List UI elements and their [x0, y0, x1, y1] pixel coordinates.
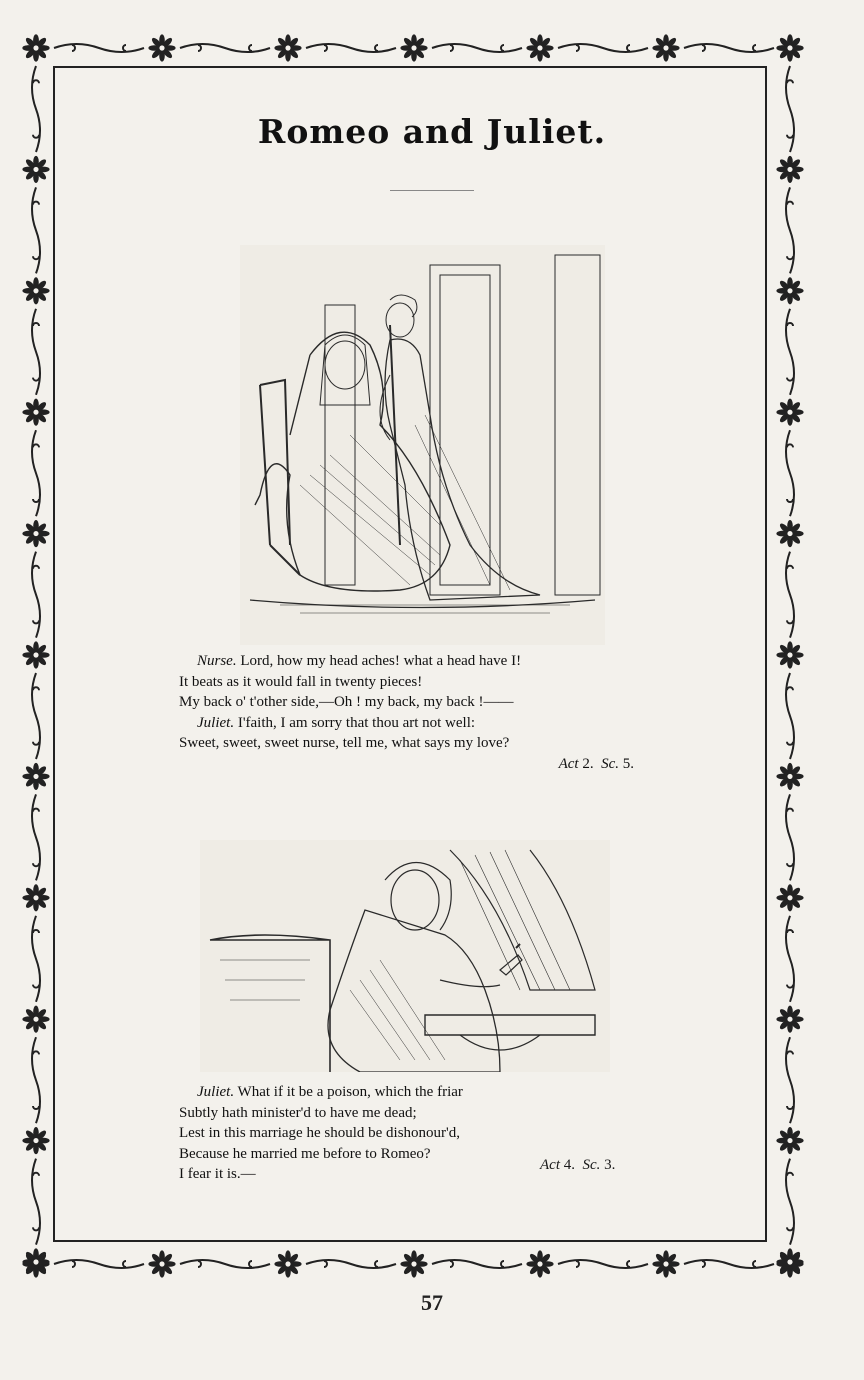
speaker-juliet: Juliet.	[197, 1084, 235, 1100]
juliet-with-vial-engraving	[200, 840, 610, 1072]
verse-line: Subtly hath minister'd to have me dead;	[179, 1104, 417, 1121]
speaker-juliet: Juliet.	[197, 714, 235, 731]
verse-line: Sweet, sweet, sweet nurse, tell me, what says my love?	[179, 735, 510, 751]
verse-line: My back o' t'other side,—Oh ! my back, my back !——	[179, 694, 514, 710]
nurse-and-juliet-engraving	[240, 245, 605, 645]
verse-line	[179, 651, 634, 672]
speaker-nurse: Nurse.	[197, 653, 237, 669]
verse-line: Because he married me before to Romeo?	[179, 1145, 431, 1162]
page-title: Romeo and Juliet.	[257, 112, 607, 151]
act-scene-citation: Act 2. Sc. 5.	[558, 755, 634, 772]
title-rule	[390, 190, 474, 191]
verse-line	[179, 713, 634, 734]
verse-block-1	[179, 651, 634, 774]
ornamental-border-left	[18, 30, 54, 1282]
ornamental-border-right	[772, 30, 808, 1282]
verse-text: What if it be a poison, which the friar	[234, 1084, 463, 1100]
verse-line	[179, 1082, 634, 1103]
ornamental-border-bottom	[18, 1246, 808, 1282]
verse-text: Lord, how my head aches! what a head have I!	[236, 653, 522, 669]
verse-text: I'faith, I am sorry that thou art not well:	[234, 714, 476, 731]
verse-line: I fear it is.—	[179, 1166, 256, 1182]
act-scene-citation: Act 4. Sc. 3.	[540, 1157, 616, 1173]
verse-line: It beats as it would fall in twenty pieces!	[179, 673, 423, 690]
ornamental-border-top	[18, 30, 808, 66]
verse-line: Lest in this marriage he should be dishonour'd,	[179, 1125, 460, 1141]
page-number: 57	[421, 1290, 443, 1315]
